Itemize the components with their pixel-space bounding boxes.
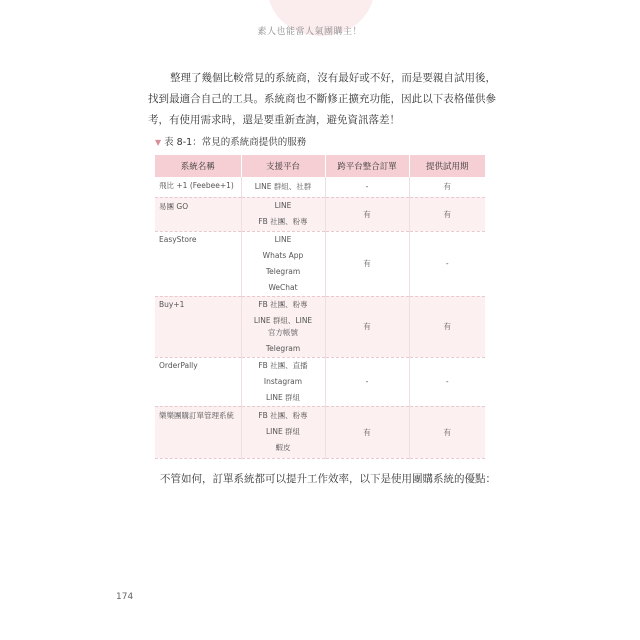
platform-item: LINE 群組、社群 <box>254 181 312 191</box>
cross-platform-cell: 有 <box>325 197 409 231</box>
platforms-cell <box>241 296 325 357</box>
system-name: Buy+1 <box>155 296 241 357</box>
table-row <box>155 296 485 357</box>
table-caption <box>155 134 306 148</box>
platform-item: LINE 群組、LINE 官方帳號 <box>253 315 313 337</box>
platform-item: LINE <box>274 201 292 210</box>
platform-item: Instagram <box>263 376 303 386</box>
trial-cell: 有 <box>409 177 485 197</box>
system-name: 樂樂團購訂單管理系統 <box>155 406 241 458</box>
cross-platform-cell: - <box>325 177 409 197</box>
trial-cell: 有 <box>409 296 485 357</box>
platform-item: LINE 群組 <box>265 392 301 402</box>
system-name: EasyStore <box>155 231 241 296</box>
header-platforms: 支援平台 <box>241 155 325 177</box>
systems-table <box>155 155 485 459</box>
running-head: 素人也能當人氣團購主！ <box>257 27 362 37</box>
platforms-cell <box>241 197 325 231</box>
table-caption-text: 表 8-1：常見的系統商提供的服務 <box>164 137 307 148</box>
platform-item: Whats App <box>262 250 304 260</box>
platforms-cell <box>241 231 325 296</box>
table-header-row <box>155 155 485 177</box>
platform-item: FB 社團、直播 <box>258 360 308 370</box>
header-system-name: 系統名稱 <box>155 155 241 177</box>
platform-item: 蝦皮 <box>275 443 291 452</box>
system-name: 飛比 +1 (Feebee+1) <box>155 177 241 197</box>
trial-cell: 有 <box>409 406 485 458</box>
header-cross-platform: 跨平台整合訂單 <box>325 155 409 177</box>
trial-cell: - <box>409 357 485 406</box>
trial-cell: - <box>409 231 485 296</box>
cross-platform-cell: 有 <box>325 231 409 296</box>
table-row <box>155 197 485 231</box>
platforms-cell <box>241 406 325 458</box>
platform-item: WeChat <box>268 282 298 292</box>
system-name: OrderPally <box>155 357 241 406</box>
table-row <box>155 406 485 458</box>
cross-platform-cell: 有 <box>325 296 409 357</box>
caption-triangle-icon: ▼ <box>155 138 162 147</box>
table-row <box>155 357 485 406</box>
page-number: 174 <box>116 592 134 602</box>
platforms-cell <box>241 177 325 197</box>
outro-paragraph: 不管如何，訂單系統都可以提升工作效率，以下是使用團購系統的優點： <box>160 473 496 485</box>
header-trial: 提供試用期 <box>409 155 485 177</box>
trial-cell: 有 <box>409 197 485 231</box>
platform-item: Telegram <box>265 343 301 353</box>
platforms-cell <box>241 357 325 406</box>
table-row <box>155 231 485 296</box>
system-name: 易團 GO <box>155 197 241 231</box>
intro-paragraph: 整理了幾個比較常見的系統商，沒有最好或不好，而是要親自試用後，找到最適合自己的工具。系統商也不斷修正擴充功能，因此以下表格僅供參考，有使用需求時，還是要重新查詢，避免資訊落差！ <box>148 72 496 126</box>
platform-item: LINE 群組 <box>265 427 301 436</box>
table-row <box>155 177 485 197</box>
cross-platform-cell: - <box>325 357 409 406</box>
platform-item: LINE <box>274 234 292 244</box>
platform-item: FB 社團、粉專 <box>258 217 308 226</box>
platform-item: FB 社團、粉專 <box>258 299 308 309</box>
platform-item: FB 社團、粉專 <box>258 411 308 420</box>
cross-platform-cell: 有 <box>325 406 409 458</box>
platform-item: Telegram <box>265 266 301 276</box>
